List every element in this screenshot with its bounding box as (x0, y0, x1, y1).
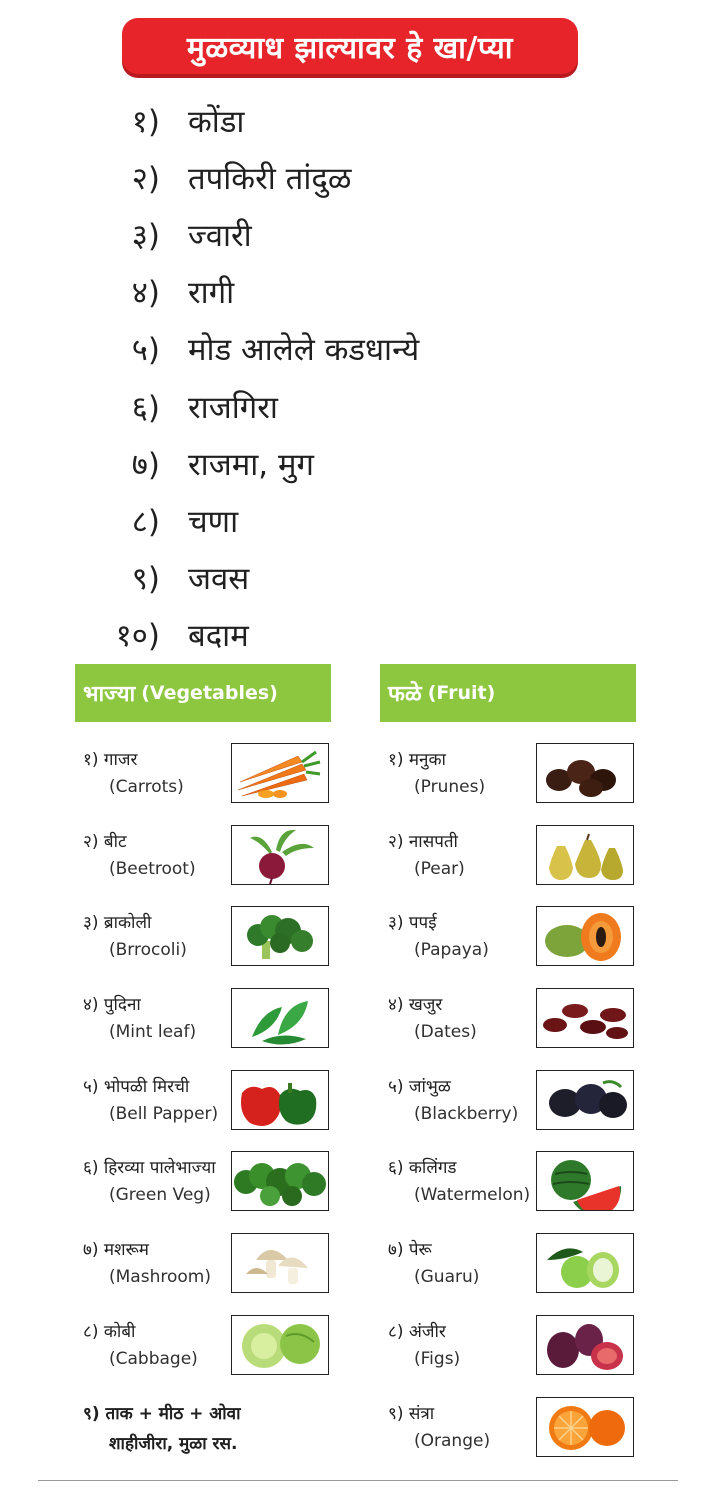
item-english-name: (Orange) (414, 1430, 491, 1451)
item-name: ४) पुदिना (83, 995, 141, 1016)
vegetable-item (75, 1311, 331, 1393)
item-name: २) नासपती (388, 831, 458, 852)
bell-pepper-icon (231, 1070, 329, 1130)
vegetable-item (75, 1147, 331, 1229)
carrot-icon (231, 743, 329, 803)
item-name: १) गाजर (83, 750, 138, 770)
list-item (80, 264, 600, 321)
figs-icon (536, 1315, 634, 1375)
fruit-item (380, 739, 636, 821)
item-english-name: (Watermelon) (414, 1185, 531, 1206)
list-item (80, 607, 600, 664)
item-name: ७) मशरूम (83, 1240, 149, 1261)
item-name: मोड आलेले कडधान्ये (188, 332, 420, 369)
vegetables-column (75, 664, 331, 1474)
orange-icon (536, 1397, 634, 1457)
item-name: कोंडा (188, 103, 245, 140)
papaya-icon (536, 906, 634, 966)
item-name: तपकिरी तांदुळ (188, 160, 352, 197)
item-english-name: (Pear) (414, 858, 465, 879)
item-number: ७) (131, 446, 160, 483)
item-name: ज्वारी (188, 217, 252, 254)
item-english-name: (Cabbage) (109, 1348, 198, 1369)
item-english-name: (Papaya) (414, 940, 489, 961)
fruit-item (380, 1311, 636, 1393)
item-name: ७) पेरू (388, 1240, 432, 1261)
fruit-item (380, 902, 636, 984)
item-name: राजगिरा (188, 389, 278, 426)
item-name: ५) भोपळी मिरची (83, 1076, 190, 1097)
item-name: रागी (188, 275, 235, 312)
item-name: ८) कोबी (83, 1321, 136, 1342)
item-number: ४) (131, 275, 160, 312)
vegetable-item (75, 739, 331, 821)
bottom-divider (38, 1480, 678, 1481)
fruits-heading (380, 664, 636, 722)
list-item (80, 378, 600, 435)
item-english-name: (Figs) (414, 1348, 461, 1369)
list-item (80, 92, 600, 149)
fruit-item (380, 1229, 636, 1311)
list-item (80, 550, 600, 607)
list-item (80, 492, 600, 549)
page-title: मुळव्याध झाल्यावर हे खा/प्या (186, 30, 514, 66)
mint-icon (231, 988, 329, 1048)
item-number: १) (131, 103, 160, 140)
item-name: ९) ताक + मीठ + ओवा (83, 1403, 241, 1424)
vegetable-item (75, 1066, 331, 1148)
item-name: ५) जांभुळ (388, 1076, 451, 1097)
item-name: ८) अंजीर (388, 1321, 446, 1342)
vegetable-item (75, 821, 331, 903)
item-name: १) मनुका (388, 750, 446, 770)
item-name: ३) पपई (388, 913, 437, 934)
item-number: ८) (131, 503, 160, 540)
cabbage-icon (231, 1315, 329, 1375)
vegetable-item (75, 1229, 331, 1311)
item-name: ६) हिरव्या पालेभाज्या (83, 1158, 216, 1179)
list-item (80, 435, 600, 492)
vegetables-heading-english: (Vegetables) (141, 682, 278, 704)
item-english-name: (Blackberry) (414, 1103, 519, 1124)
item-number: ३) (131, 217, 160, 254)
item-english-name: (Bell Papper) (109, 1103, 219, 1124)
prunes-icon (536, 743, 634, 803)
list-item (80, 149, 600, 206)
pear-icon (536, 825, 634, 885)
item-name: ९) संत्रा (388, 1403, 435, 1424)
vegetable-item (75, 1393, 331, 1475)
fruit-item (380, 1147, 636, 1229)
item-name: ३) ब्राकोली (83, 913, 152, 934)
item-english-name: (Guaru) (414, 1267, 480, 1288)
fruits-column (380, 664, 636, 1474)
vegetables-heading (75, 664, 331, 722)
item-english-name: (Mashroom) (109, 1267, 211, 1288)
item-name: ४) खजुर (388, 995, 443, 1016)
item-english-name: (Beetroot) (109, 858, 196, 879)
item-name: जवस (188, 561, 250, 598)
item-number: ९) (131, 561, 160, 598)
guava-icon (536, 1233, 634, 1293)
vegetables-heading-label: भाज्या (83, 682, 136, 707)
vegetable-item (75, 984, 331, 1066)
item-number: १०) (115, 618, 160, 655)
watermelon-icon (536, 1151, 634, 1211)
item-english-name: (Dates) (414, 1022, 477, 1043)
item-name: चणा (188, 503, 239, 540)
item-name: ६) कलिंगड (388, 1158, 457, 1179)
fruits-heading-label: फळे (388, 682, 422, 707)
list-item (80, 206, 600, 263)
blackberry-icon (536, 1070, 634, 1130)
vegetable-item (75, 902, 331, 984)
title-banner (122, 18, 578, 74)
list-item (80, 321, 600, 378)
fruit-item (380, 821, 636, 903)
item-number: ५) (131, 332, 160, 369)
item-english-name: (Brrocoli) (109, 940, 187, 961)
fruits-heading-english: (Fruit) (427, 682, 496, 704)
beetroot-icon (231, 825, 329, 885)
item-extra-text: शाहीजीरा, मुळा रस. (109, 1433, 238, 1454)
fruit-item (380, 984, 636, 1066)
broccoli-icon (231, 906, 329, 966)
item-english-name: (Carrots) (109, 777, 184, 797)
grains-list (80, 92, 600, 664)
greens-icon (231, 1151, 329, 1211)
item-name: बदाम (188, 618, 249, 655)
item-name: २) बीट (83, 831, 127, 852)
dates-icon (536, 988, 634, 1048)
item-name: राजमा, मुग (188, 446, 314, 483)
item-english-name: (Green Veg) (109, 1185, 211, 1206)
item-english-name: (Mint leaf) (109, 1022, 197, 1043)
fruit-item (380, 1393, 636, 1475)
item-number: २) (131, 160, 160, 197)
fruit-item (380, 1066, 636, 1148)
item-english-name: (Prunes) (414, 777, 486, 797)
item-number: ६) (131, 389, 160, 426)
mushroom-icon (231, 1233, 329, 1293)
